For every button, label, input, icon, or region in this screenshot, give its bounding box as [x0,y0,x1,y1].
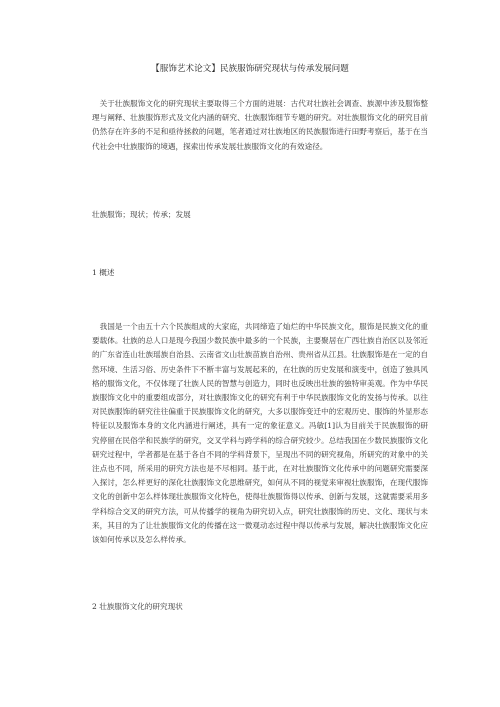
section-heading-1: 1 概述 [92,268,115,277]
document-title: 【服饰艺术论文】民族服饰研究现状与传承发展问题 [151,64,349,74]
abstract-paragraph: 关于壮族服饰文化的研究现状主要取得三个方面的进展：古代对壮族社会调查、族源中涉及服饰整理与阐释、壮族服饰形式及文化内涵的研究、壮族服饰细节专题的研究。对壮族服饰文化的研究目前仍然存在许多的不足和亟待拯救的问题，笔者通过对壮族地区的民族服饰进行田野考察后，基于在当代社会中壮族服饰的境遇，探索出传承发展壮族服饰文化的有效途径。 [92,99,428,151]
section-heading-2: 2 壮族服饰文化的研究现状 [92,602,183,611]
keywords-line: 壮族服饰；现状；传承；发展 [92,210,191,219]
section-1-body: 我国是一个由五十六个民族组成的大家庭，共同缔造了灿烂的中华民族文化，服饰是民族文化的重要载体。壮族的总人口是现今我国少数民族中最多的一个民族，主要聚居在广西壮族自治区以及邻近的广东省连山壮族瑶族自治县、云南省文山壮族苗族自治州、贵州省从江县。壮族服饰是在一定的自然环境、生活习俗、历史条件下不断丰富与发展起来的，在壮族的历史发展和演变中，创造了独具风格的服饰文化，不仅体现了壮族人民的智慧与创造力，同时也反映出壮族的独特审美观。作为中华民族服饰文化中的重要组成部分，对壮族服饰文化的研究有利于中华民族服饰文化的发扬与传承。以往对民族服饰的研究往往偏重于民族服饰文化的研究，大多以服饰变迁中的宏观历史、服饰的外显形态特征以及服饰本身的文化内涵进行阐述，具有一定的象征意义。冯敏[1]认为目前关于民族服饰的研究停留在民俗学和民族学的研究，交叉学科与跨学科的综合研究较少。总结我国在少数民族服饰文化研究过程中，学者都是在基于各自不同的学科背景下，呈现出不同的研究视角，所研究的对象中的关注点也不同，所采用的研究方法也是不尽相同。基于此，在对壮族服饰文化传承中的问题研究需要深入探讨，怎么样更好的深化壮族服饰文化思维研究，如何从不同的视觉来审视壮族服饰，在现代服饰文化的创新中怎么样体现壮族服饰文化特色，使得壮族服饰得以传承、创新与发展，这就需要采用多学科综合交叉的研究方法，可从传播学的视角为研究切入点，研究壮族服饰的历史、文化、现状与未来，其目的为了让壮族服饰文化的传播在这一微观动态过程中得以传承与发展，解决壮族服饰文化应该如何传承以及怎么样传承。 [92,322,428,545]
